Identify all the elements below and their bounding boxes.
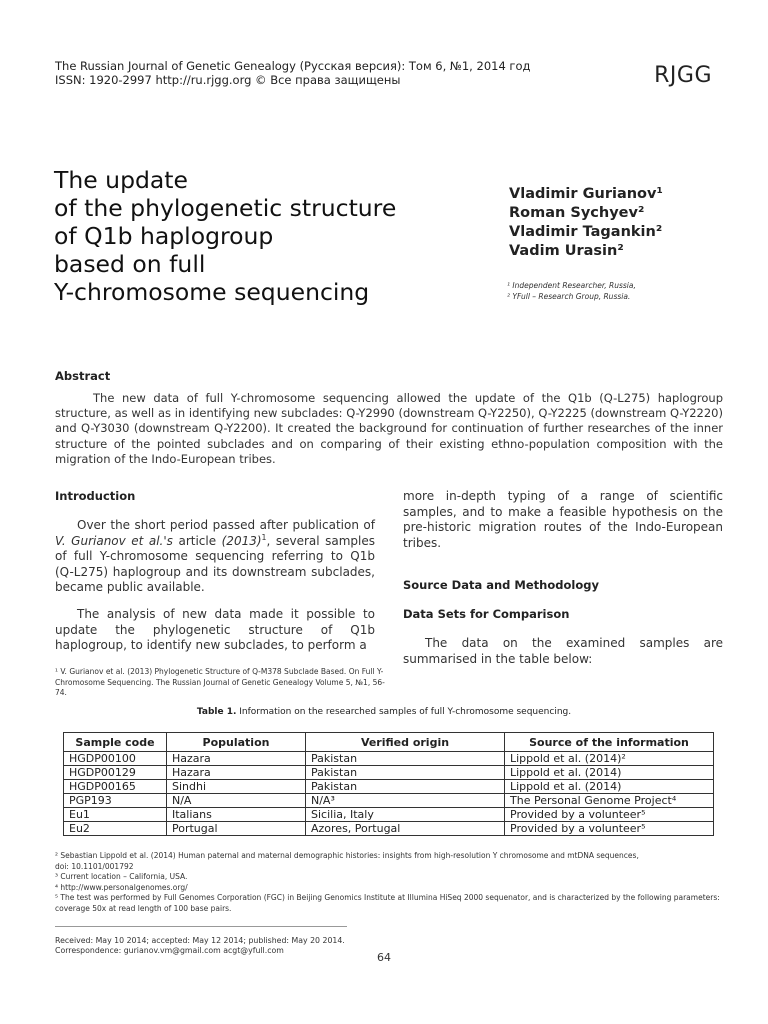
methods-heading: Source Data and Methodology bbox=[403, 578, 599, 592]
affiliations bbox=[507, 280, 636, 302]
abstract-text: The new data of full Y-chromosome sequencing allowed the update of the Q1b (Q-L275) haplogroup structure, as well as in identifying new subclades: Q-Y2990 (downstream Q-Y2250), Q-Y2225 (downstream Q-Y2220) and Q-Y3030 (downstream Q-Y2200). It created the background for continuation of further researches of the inner structure of the pointed subclades and on comparing of their existing ethno-population composition with the migration of the Indo-European tribes. bbox=[55, 391, 723, 466]
title-line: The update bbox=[54, 166, 188, 194]
table-cell: The Personal Genome Project⁴ bbox=[505, 794, 714, 808]
intro-paragraph-2-continued: more in-depth typing of a range of scientific samples, and to make a feasible hypothesis on the pre-historic migration routes of the Indo-European tribes. bbox=[403, 489, 723, 550]
received-dates: Received: May 10 2014; accepted: May 12 2014; published: May 20 2014. bbox=[55, 936, 345, 945]
issn-line: ISSN: 1920-2997 http://ru.rjgg.org © Все права защищены bbox=[55, 73, 401, 87]
table-cell: Lippold et al. (2014) bbox=[505, 766, 714, 780]
table-caption-label: Table 1. bbox=[196, 707, 237, 717]
title-line: of the phylogenetic structure bbox=[54, 194, 397, 222]
author-list bbox=[509, 185, 663, 261]
table-cell: Pakistan bbox=[306, 766, 505, 780]
affiliation: ² YFull – Research Group, Russia. bbox=[507, 292, 631, 301]
table-cell: Provided by a volunteer⁵ bbox=[505, 822, 714, 836]
datasets-subheading: Data Sets for Comparison bbox=[403, 607, 570, 621]
table-caption bbox=[0, 707, 768, 717]
page-number: 64 bbox=[377, 951, 391, 964]
intro-paragraph-1 bbox=[55, 518, 375, 596]
journal-title-line: The Russian Journal of Genetic Genealogy (Русская версия): Том 6, №1, 2014 год bbox=[55, 59, 531, 73]
footnote: ² Sebastian Lippold et al. (2014) Human paternal and maternal demographic histories: insights from high-resolution Y chromosome and mtDNA sequences, bbox=[55, 851, 639, 860]
introduction-heading: Introduction bbox=[55, 489, 136, 503]
table-cell: Sicilia, Italy bbox=[306, 808, 505, 822]
intro-year-ref: (2013) bbox=[221, 533, 262, 548]
intro-text: , several samples of full Y-chromosome sequencing referring to Q1b (Q-L275) haplogroup and its downstream subclades, became public available. bbox=[55, 533, 375, 594]
intro-author-ref: V. Gurianov et al.'s bbox=[55, 533, 173, 548]
footnote-1: ¹ V. Gurianov et al. (2013) Phylogenetic Structure of Q-M378 Subclade Based. On Full Y-Chromosome Sequencing. The Russian Journal of Genetic Genealogy Volume 5, №1, 56-74. bbox=[55, 667, 385, 697]
footnotes bbox=[55, 851, 725, 915]
intro-text: article bbox=[172, 533, 222, 548]
author-name: Vladimir Gurianov¹ bbox=[509, 186, 663, 202]
table-cell: HGDP00165 bbox=[64, 780, 167, 794]
table-header-row bbox=[64, 733, 714, 752]
paper-title bbox=[54, 166, 396, 306]
title-line: Y-chromosome sequencing bbox=[54, 278, 370, 306]
table-cell: Hazara bbox=[167, 766, 306, 780]
column-header: Population bbox=[167, 733, 306, 752]
table-cell: Eu2 bbox=[64, 822, 167, 836]
table-cell: Pakistan bbox=[306, 752, 505, 766]
table-cell: Italians bbox=[167, 808, 306, 822]
column-header: Verified origin bbox=[306, 733, 505, 752]
column-header: Source of the information bbox=[505, 733, 714, 752]
footnote: ³ Current location – California, USA. bbox=[55, 872, 188, 882]
table-caption-text: Information on the researched samples of full Y-chromosome sequencing. bbox=[239, 707, 572, 717]
footer-divider bbox=[55, 926, 347, 927]
table-cell: HGDP00129 bbox=[64, 766, 167, 780]
table-row bbox=[64, 822, 714, 836]
column-header: Sample code bbox=[64, 733, 167, 752]
intro-text: Over the short period passed after publication of bbox=[77, 518, 375, 532]
correspondence: Correspondence: gurianov.vm@gmail.com acgt@yfull.com bbox=[55, 946, 284, 955]
author-name: Vadim Urasin² bbox=[509, 243, 624, 259]
table-cell: Hazara bbox=[167, 752, 306, 766]
table-cell: HGDP00100 bbox=[64, 752, 167, 766]
intro-paragraph-2: The analysis of new data made it possible to update the phylogenetic structure of Q1b haplogroup, to identify new subclades, to perform a bbox=[55, 607, 375, 652]
table-cell: Azores, Portugal bbox=[306, 822, 505, 836]
table-cell: Eu1 bbox=[64, 808, 167, 822]
table-row bbox=[64, 794, 714, 808]
methods-text: The data on the examined samples are summarised in the table below: bbox=[403, 636, 723, 666]
table-cell: N/A bbox=[167, 794, 306, 808]
table-row bbox=[64, 766, 714, 780]
table-cell: Lippold et al. (2014)² bbox=[505, 752, 714, 766]
table-cell: Portugal bbox=[167, 822, 306, 836]
table-cell: N/A³ bbox=[306, 794, 505, 808]
samples-table bbox=[63, 732, 714, 836]
footnote: ⁴ http://www.personalgenomes.org/ bbox=[55, 882, 188, 892]
author-name: Roman Sychyev² bbox=[509, 205, 645, 221]
table-cell: Provided by a volunteer⁵ bbox=[505, 808, 714, 822]
table-row bbox=[64, 780, 714, 794]
author-name: Vladimir Tagankin² bbox=[509, 224, 663, 240]
abstract-heading: Abstract bbox=[55, 369, 111, 383]
footnote-marker: 1 bbox=[261, 532, 267, 542]
journal-header bbox=[55, 59, 530, 87]
table-row bbox=[64, 808, 714, 822]
footnote: doi: 10.1101/001792 bbox=[55, 861, 134, 871]
table-cell: PGP193 bbox=[64, 794, 167, 808]
affiliation: ¹ Independent Researcher, Russia, bbox=[507, 281, 636, 290]
table-row bbox=[64, 752, 714, 766]
footnote: ⁵ The test was performed by Full Genomes Corporation (FGC) in Beijing Genomics Institute at Illumina HiSeq 2000 sequenator, and is characterized by the following parameters: coverage 50x at read length of 100 base pairs. bbox=[55, 893, 720, 913]
journal-logo: RJGG bbox=[654, 63, 712, 88]
table-cell: Pakistan bbox=[306, 780, 505, 794]
table-cell: Lippold et al. (2014) bbox=[505, 780, 714, 794]
title-line: of Q1b haplogroup bbox=[54, 222, 274, 250]
title-line: based on full bbox=[54, 250, 206, 278]
table-cell: Sindhi bbox=[167, 780, 306, 794]
